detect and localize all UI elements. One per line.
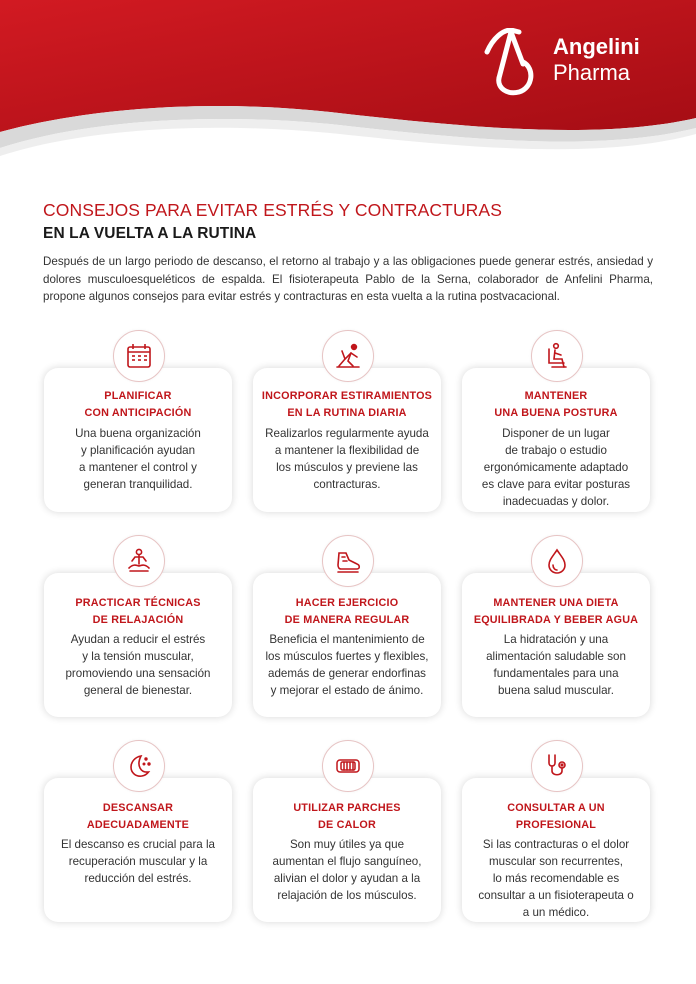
- office-chair-icon: [531, 330, 583, 382]
- brand-name-line1: Angelini: [553, 34, 640, 59]
- card-title: UTILIZAR PARCHES DE CALOR: [293, 802, 401, 831]
- card-text: Son muy útiles ya que aumentan el flujo sanguíneo, alivian el dolor y ayudan a la relajación de los músculos.: [272, 838, 422, 902]
- page-subtitle: EN LA VUELTA A LA RUTINA: [43, 225, 257, 242]
- card-title: PLANIFICAR CON ANTICIPACIÓN: [84, 390, 192, 419]
- tip-card-profesional: [462, 778, 650, 922]
- heat-patch-icon: [322, 740, 374, 792]
- card-text: Disponer de un lugar de trabajo o estudio ergonómicamente adaptado es clave para evitar posturas inadecuadas y dolor.: [481, 427, 631, 508]
- card-text: Realizarlos regularmente ayuda a mantener la flexibilidad de los músculos y previene las contracturas.: [265, 427, 429, 491]
- card-title: MANTENER UNA BUENA POSTURA: [494, 390, 618, 419]
- stretching-icon: [322, 330, 374, 382]
- card-title: HACER EJERCICIO DE MANERA REGULAR: [284, 597, 410, 626]
- tip-card-planificar: [44, 368, 232, 512]
- card-title: PRACTICAR TÉCNICAS DE RELAJACIÓN: [75, 597, 201, 626]
- tip-card-parches: [253, 778, 441, 922]
- calendar-icon: [113, 330, 165, 382]
- card-title: CONSULTAR A UN PROFESIONAL: [507, 802, 605, 831]
- card-title: MANTENER UNA DIETA EQUILIBRADA Y BEBER AGUA: [473, 597, 639, 626]
- tip-card-estiramientos: [253, 368, 441, 512]
- card-text: Si las contracturas o el dolor muscular son recurrentes, lo más recomendable es consultar a un fisioterapeuta o a un médico.: [478, 838, 634, 919]
- meditation-icon: [113, 535, 165, 587]
- moon-stars-icon: [113, 740, 165, 792]
- tip-card-postura: [462, 368, 650, 512]
- running-shoe-icon: [322, 535, 374, 587]
- tip-card-ejercicio: [253, 573, 441, 717]
- water-drop-icon: [531, 535, 583, 587]
- brand-name-line2: Pharma: [553, 59, 631, 85]
- card-text: Ayudan a reducir el estrés y la tensión muscular, promoviendo una sensación general de bienestar.: [65, 633, 211, 697]
- angelini-a-logo-icon: [483, 28, 539, 98]
- stethoscope-icon: [531, 740, 583, 792]
- intro-paragraph: Después de un largo periodo de descanso, el retorno al trabajo y a las obligaciones puede generar estrés, ansiedad y dolores musculoesqueléticos de espalda. El fisioterapeuta Pablo de la Serna, colaborador de Anfelini Pharma, propone algunos consejos para evitar estrés y contracturas en esta vuelta a la rutina postvacacional.: [43, 255, 653, 303]
- tip-card-descansar: [44, 778, 232, 922]
- card-text: La hidratación y una alimentación saludable son fundamentales para una buena salud muscular.: [486, 633, 626, 697]
- tip-card-dieta: [462, 573, 650, 717]
- brand-logo: [483, 28, 673, 98]
- card-title: DESCANSAR ADECUADAMENTE: [86, 802, 190, 831]
- tip-card-relajacion: [44, 573, 232, 717]
- card-text: Beneficia el mantenimiento de los músculos fuertes y flexibles, además de generar endorfinas y mejorar el estado de ánimo.: [265, 633, 429, 697]
- card-text: Una buena organización y planificación ayudan a mantener el control y generan tranquilidad.: [75, 427, 201, 491]
- card-text: El descanso es crucial para la recuperación muscular y la reducción del estrés.: [60, 838, 216, 885]
- card-title: INCORPORAR ESTIRAMIENTOS EN LA RUTINA DIARIA: [261, 390, 433, 419]
- page-title: CONSEJOS PARA EVITAR ESTRÉS Y CONTRACTURAS: [43, 200, 502, 220]
